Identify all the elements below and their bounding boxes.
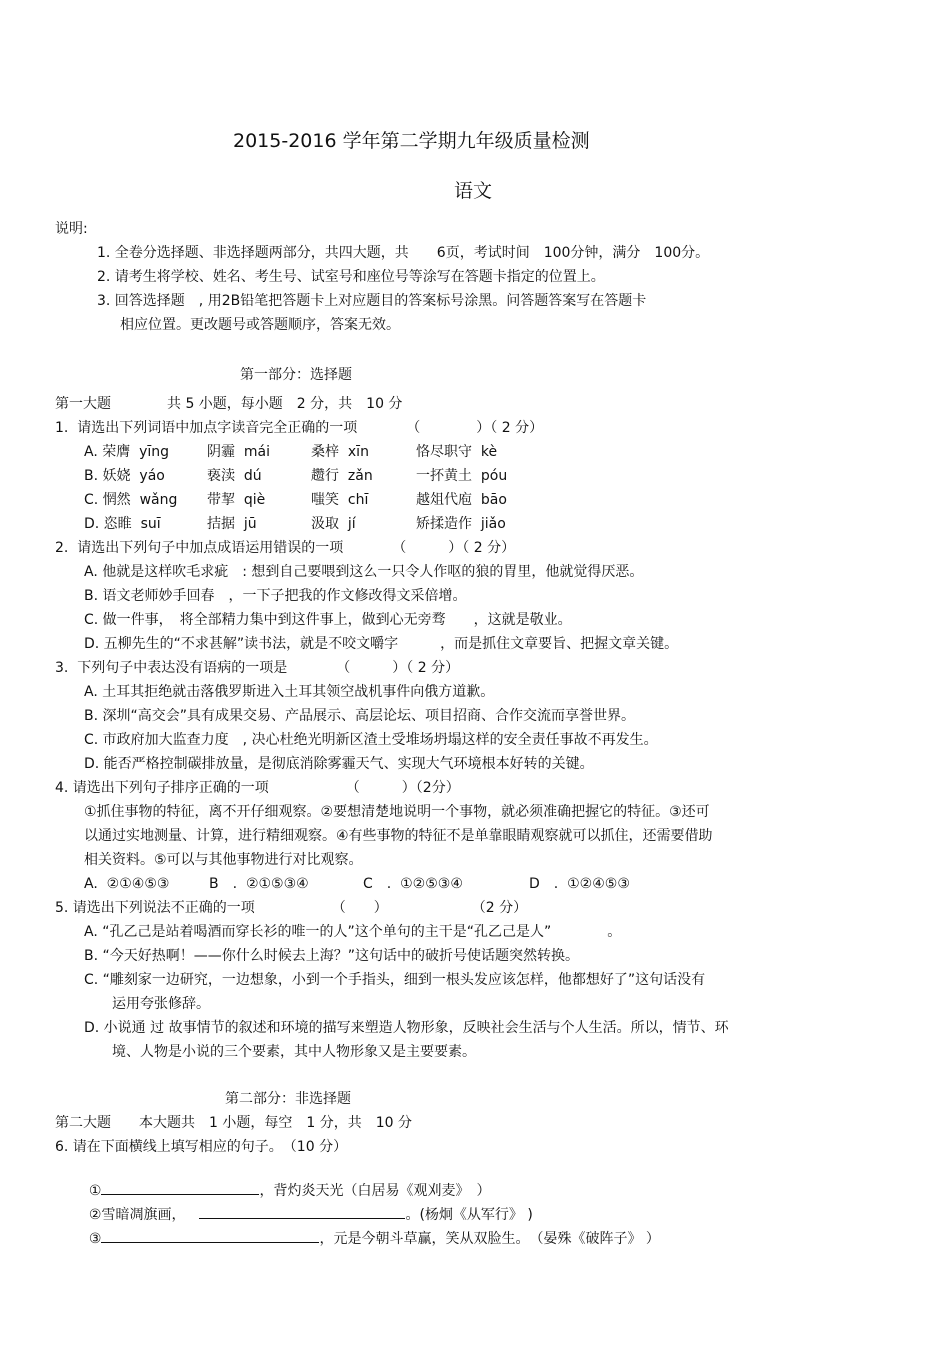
part1-section: 第一大题 共 5 小题，每小题 2 分，共 10 分 bbox=[55, 396, 403, 412]
q1-option: C. 惘然 wǎng bbox=[84, 492, 178, 508]
q4-passage-line: 以通过实地测量、计算，进行精细观察。④有些事物的特征不是单靠眼睛观察就可以抓住，还需要借助 bbox=[84, 828, 713, 844]
instruction-item: 相应位置。更改题号或答题顺序，答案无效。 bbox=[120, 317, 400, 333]
q5-option-c: C. “雕刻家一边研究，一边想象，小到一个手指头，细到一根头发应该怎样，他都想好了”这句话没有 bbox=[84, 972, 706, 988]
q6-line-prefix: ③ bbox=[88, 1231, 102, 1247]
part2-heading: 第二部分：非选择题 bbox=[225, 1091, 351, 1107]
q6-line-suffix: ，背灼炎天光（白居易《观刈麦》 ） bbox=[259, 1183, 491, 1199]
q1-option: 恪尽职守 kè bbox=[416, 444, 498, 460]
q4-passage-line: 相关资料。⑤可以与其他事物进行对比观察。 bbox=[84, 852, 363, 868]
q4-option-a: A. ②①④⑤③ bbox=[84, 876, 170, 892]
q2-option-d: D. 五柳先生的“不求甚解”读书法，就是不咬文嚼字 ，而是抓住文章要旨、把握文章关键。 bbox=[84, 636, 679, 652]
q5-stem: 5. 请选出下列说法不正确的一项 （ ） （2 分） bbox=[55, 900, 528, 916]
q3-option-d: D. 能否严格控制碳排放量，是彻底消除雾霾天气、实现大气环境根本好转的关键。 bbox=[84, 756, 594, 772]
q3-stem: 3. 下列句子中表达没有语病的一项是 （ ）（ 2 分） bbox=[55, 660, 460, 676]
q1-option: 亵渎 dú bbox=[207, 468, 262, 484]
page-title: 2015-2016 学年第二学期九年级质量检测 bbox=[233, 130, 590, 152]
q1-option: 一抔黄土 póu bbox=[416, 468, 508, 484]
q1-option: 嗤笑 chī bbox=[311, 492, 369, 508]
subject-title: 语文 bbox=[454, 180, 493, 202]
instruction-item: 3. 回答选择题 , 用2B铅笔把答题卡上对应题目的答案标号涂黑。问答题答案写在答题卡 bbox=[97, 293, 647, 309]
q6-stem: 6. 请在下面横线上填写相应的句子。 （10 分） bbox=[55, 1139, 348, 1155]
q6-line-suffix: ，元是今朝斗草赢，笑从双脸生。 （晏殊《破阵子》 ） bbox=[319, 1231, 660, 1247]
q4-option-c: C . ①②⑤③④ bbox=[363, 876, 463, 892]
instruction-item: 2. 请考生将学校、姓名、考生号、试室号和座位号等涂写在答题卡指定的位置上。 bbox=[97, 269, 605, 285]
part1-heading: 第一部分：选择题 bbox=[240, 367, 352, 383]
q6-line-3 bbox=[80, 1210, 660, 1248]
q6-line-suffix: 。(杨炯《从军行》 ) bbox=[405, 1207, 533, 1223]
q1-option: B. 妖娆 yáo bbox=[84, 468, 165, 484]
instructions-label: 说明: bbox=[55, 221, 88, 237]
q5-option-a: A. “孔乙己是站着喝酒而穿长衫的唯一的人”这个单句的主干是“孔乙己是人” 。 bbox=[84, 924, 622, 940]
q1-option: 矫揉造作 jiǎo bbox=[416, 516, 506, 532]
q1-option: 汲取 jí bbox=[311, 516, 356, 532]
q3-option-c: C. 市政府加大监查力度 , 决心杜绝光明新区渣土受堆场坍塌这样的安全责任事故不再发生。 bbox=[84, 732, 658, 748]
q5-option-d: D. 小说通 过 故事情节的叙述和环境的描写来塑造人物形象，反映社会生活与个人生活。所以，情节、环 bbox=[84, 1020, 729, 1036]
q4-stem: 4. 请选出下列句子排序正确的一项 （ ）（2分） bbox=[55, 780, 460, 796]
q5-option-d-cont: 境、人物是小说的三个要素，其中人物形象又是主要要素。 bbox=[112, 1044, 476, 1060]
q2-option-c: C. 做一件事， 将全部精力集中到这件事上，做到心无旁骛 ，这就是敬业。 bbox=[84, 612, 572, 628]
q2-stem: 2. 请选出下列句子中加点成语运用错误的一项 （ ）（ 2 分） bbox=[55, 540, 516, 556]
q4-passage-line: ①抓住事物的特征，离不开仔细观察。②要想清楚地说明一个事物，就必须准确把握它的特征。③还可 bbox=[84, 804, 710, 820]
q6-line-prefix: ②雪暗凋旗画， bbox=[88, 1207, 186, 1223]
q1-option: 带挈 qiè bbox=[207, 492, 266, 508]
q2-option-b: B. 语文老师妙手回春 ，一下子把我的作文修改得文采倍增。 bbox=[84, 588, 467, 604]
q5-option-c-cont: 运用夸张修辞。 bbox=[112, 996, 210, 1012]
q4-option-d: D . ①②④⑤③ bbox=[529, 876, 630, 892]
q2-option-a: A. 他就是这样吹毛求疵 : 想到自己要喂到这么一只令人作呕的狼的胃里，他就觉得厌恶。 bbox=[84, 564, 644, 580]
q3-option-a: A. 土耳其拒绝就击落俄罗斯进入土耳其领空战机事件向俄方道歉。 bbox=[84, 684, 495, 700]
q1-option: 拮据 jū bbox=[207, 516, 257, 532]
q6-line-prefix: ① bbox=[88, 1183, 102, 1199]
q1-stem: 1. 请选出下列词语中加点字读音完全正确的一项 （ ）（ 2 分） bbox=[55, 420, 544, 436]
q1-option: D. 恣睢 suī bbox=[84, 516, 161, 532]
answer-blank[interactable] bbox=[101, 1228, 319, 1243]
q1-option: A. 荣膺 yīng bbox=[84, 444, 170, 460]
q1-option: 阴霾 mái bbox=[207, 444, 271, 460]
instruction-item: 1. 全卷分选择题、非选择题两部分，共四大题，共 6页，考试时间 100分钟，满分 100分。 bbox=[97, 245, 710, 261]
q3-option-b: B. 深圳“高交会”具有成果交易、产品展示、高层论坛、项目招商、合作交流而享誉世界。 bbox=[84, 708, 636, 724]
q1-option: 越俎代庖 bāo bbox=[416, 492, 507, 508]
q5-option-b: B. “今天好热啊！——你什么时候去上海？”这句话中的破折号使话题突然转换。 bbox=[84, 948, 580, 964]
q1-option: 桑梓 xīn bbox=[311, 444, 369, 460]
part2-section: 第二大题 本大题共 1 小题，每空 1 分，共 10 分 bbox=[55, 1115, 412, 1131]
q1-option: 趱行 zǎn bbox=[311, 468, 373, 484]
q4-option-b: B . ②①⑤③④ bbox=[209, 876, 309, 892]
